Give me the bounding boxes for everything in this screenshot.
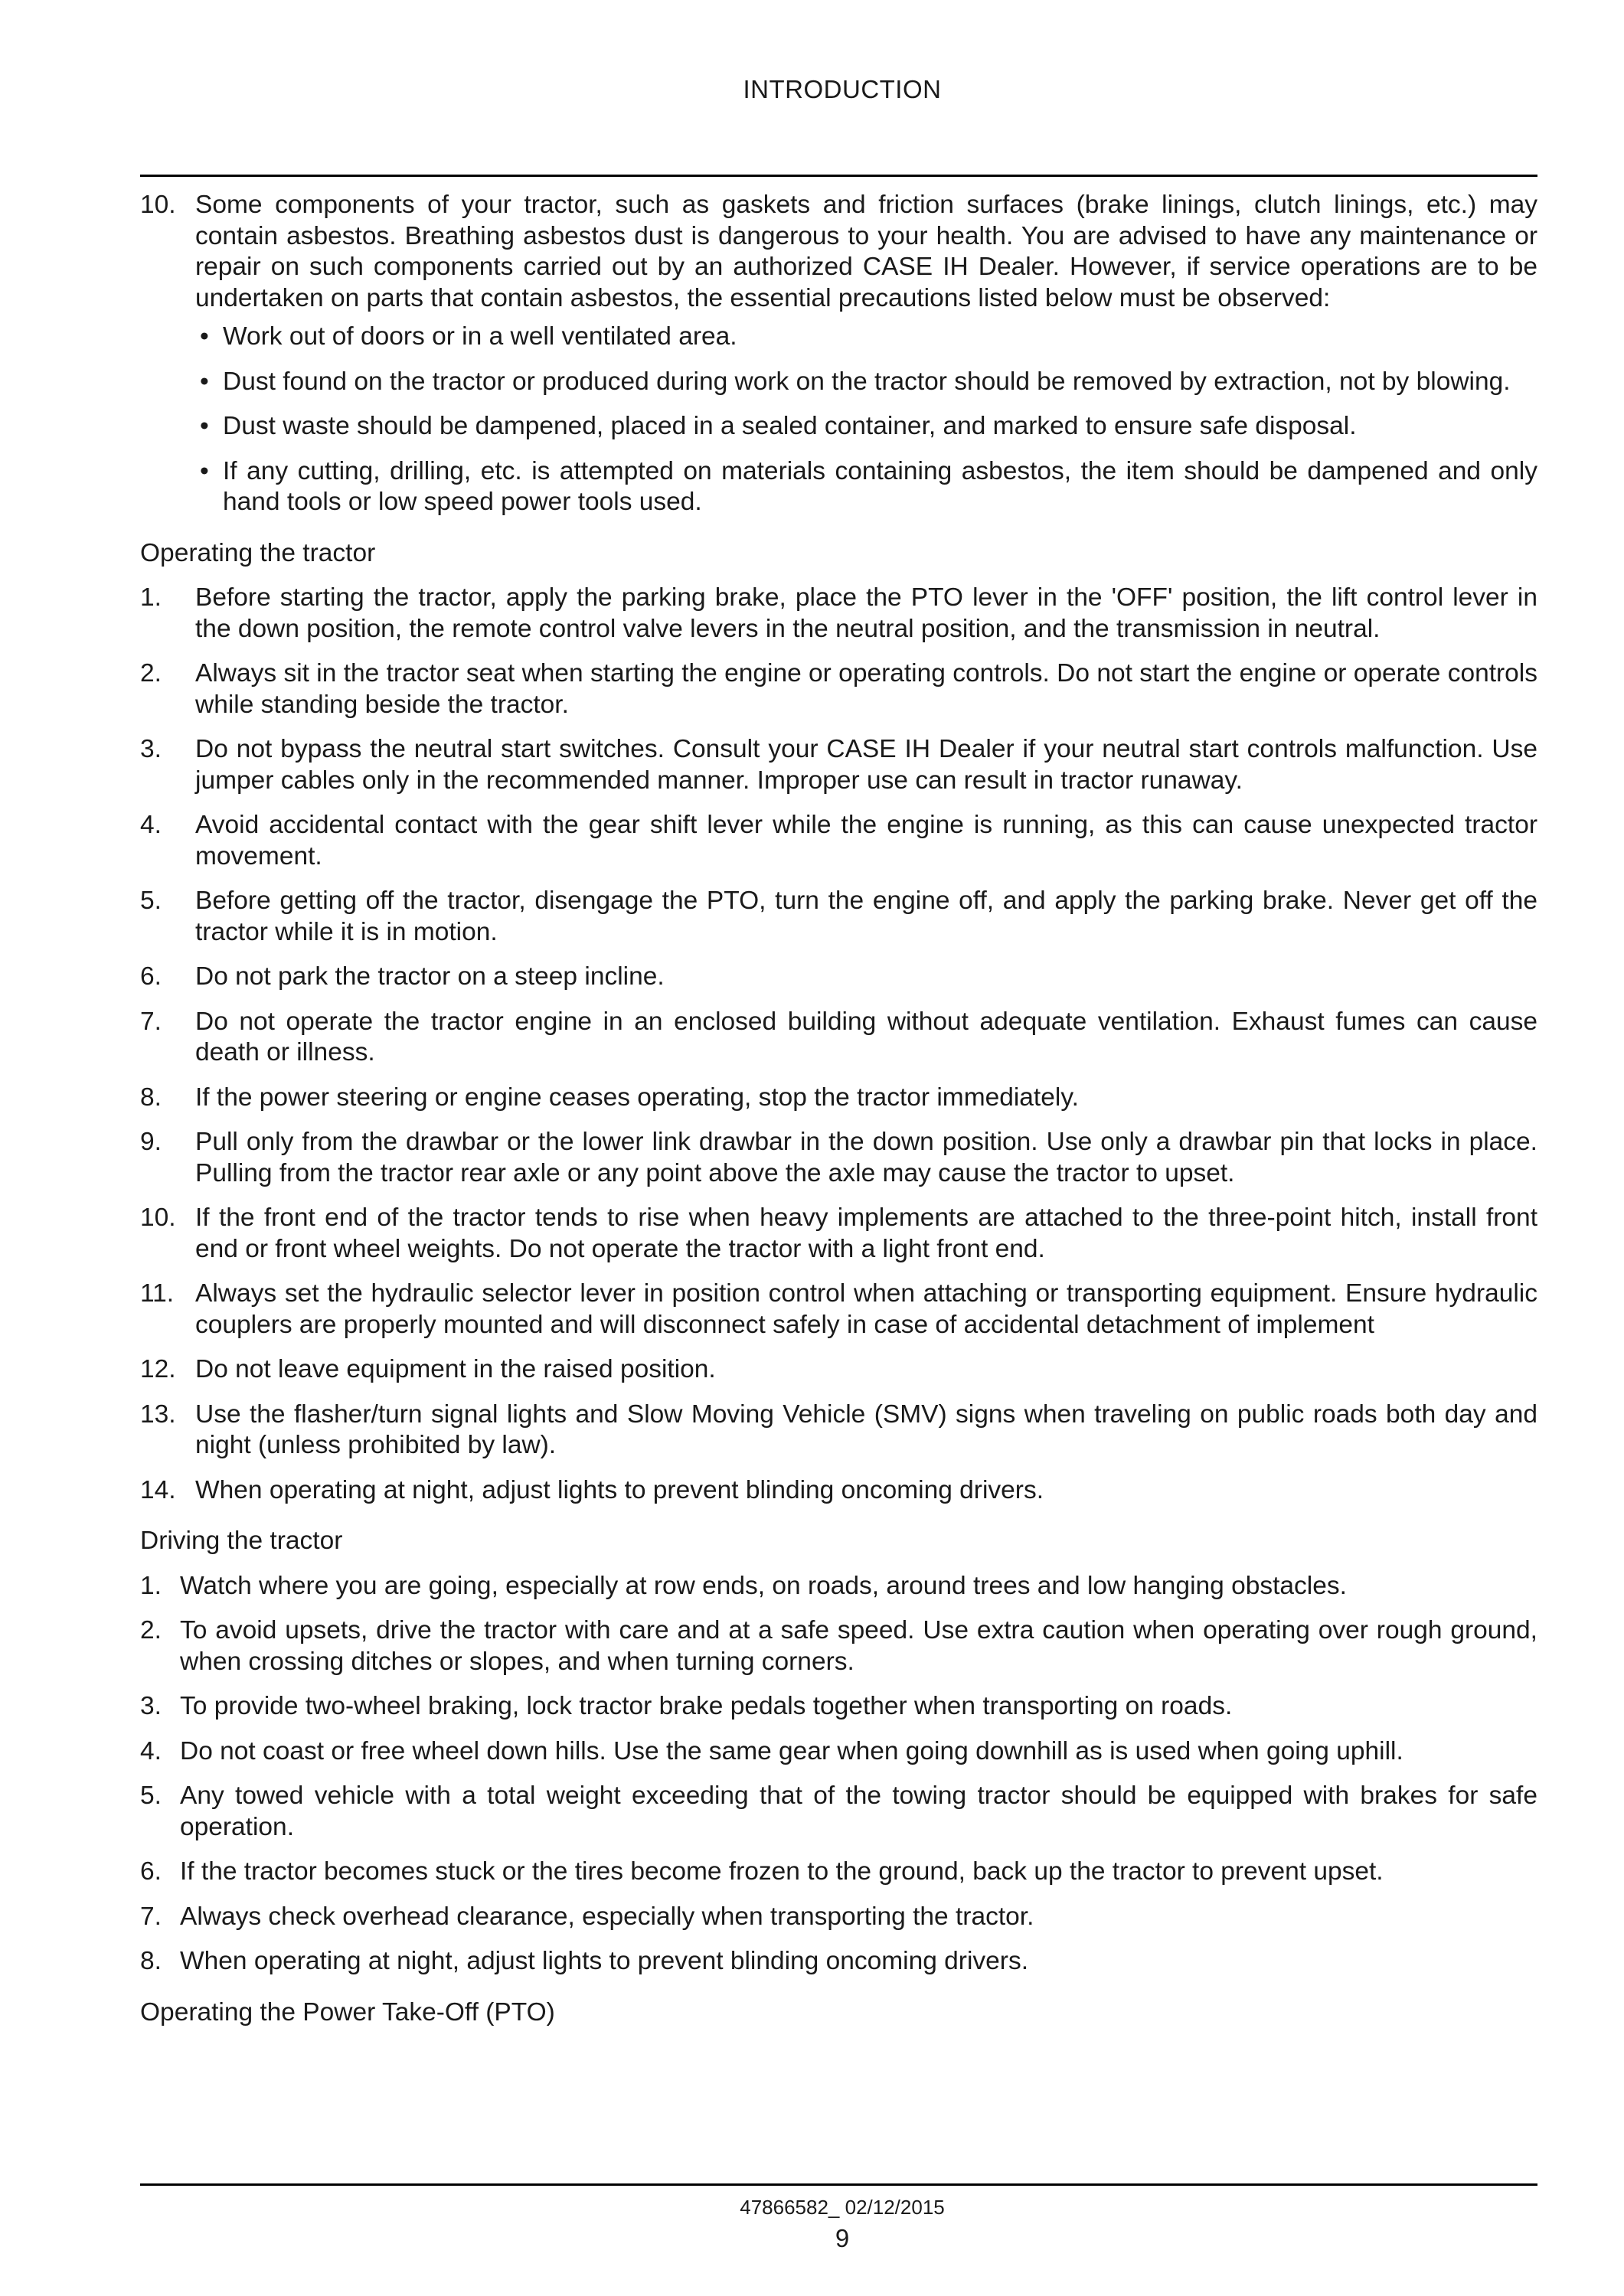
item-number: 2. — [140, 1616, 162, 1644]
list-item — [140, 658, 1537, 720]
list-item — [140, 583, 1537, 645]
item-text: To provide two-wheel braking, lock tractor brake pedals together when transporting on roads. — [180, 1692, 1233, 1720]
item-text: Some components of your tractor, such as gaskets and friction surfaces (brake linings, clutch linings, etc.) may contain asbestos. Breathing asbestos dust is dangerous to your health. You are advised to have any maintenance or repair on such components carried out by an authorized CASE IH Dealer. However, if service operations are to be undertaken on parts that contain asbestos, the essential precautions listed below must be observed: — [195, 191, 1537, 312]
item-text: Avoid accidental contact with the gear shift lever while the engine is running, as this can cause unexpected tractor movement. — [195, 811, 1537, 870]
list-item — [140, 1571, 1537, 1602]
item-number: 4. — [140, 1736, 162, 1765]
bullet-text: If any cutting, drilling, etc. is attempted on materials containing asbestos, the item should be dampened and only hand tools or low speed power tools used. — [223, 456, 1537, 516]
item-text: Do not leave equipment in the raised position. — [195, 1355, 716, 1383]
list-item — [140, 1857, 1537, 1888]
item-number: 5. — [140, 887, 162, 915]
item-text: To avoid upsets, drive the tractor with care and at a safe speed. Use extra caution when operating over rough ground, when crossing ditches or slopes, and when turning corners. — [180, 1616, 1537, 1676]
page-number: 9 — [835, 2224, 850, 2252]
item-number: 2. — [140, 659, 162, 687]
item-number: 1. — [140, 583, 162, 612]
list-item — [140, 1946, 1537, 1978]
bullet-text: Dust found on the tractor or produced during work on the tractor should be removed by extraction, not by blowing. — [223, 367, 1511, 396]
page-content — [140, 190, 1537, 2042]
section-heading-pto: Operating the Power Take-Off (PTO) — [140, 1997, 555, 2027]
bullet-item — [195, 456, 1537, 518]
item-text: Any towed vehicle with a total weight exceeding that of the towing tractor should be equipped with brakes for safe operation. — [180, 1782, 1537, 1841]
item-number: 6. — [140, 962, 162, 991]
item-text: Watch where you are going, especially at row ends, on roads, around trees and low hanging obstacles. — [180, 1571, 1347, 1600]
list-item — [140, 1127, 1537, 1189]
item-text: When operating at night, adjust lights to prevent blinding oncoming drivers. — [195, 1475, 1044, 1504]
page-header-title: INTRODUCTION — [743, 75, 942, 103]
item-number: 5. — [140, 1782, 162, 1810]
item-text: Always sit in the tractor seat when starting the engine or operating controls. Do not start the engine or operate controls while standing beside the tractor. — [195, 659, 1537, 719]
list-item — [140, 1736, 1537, 1768]
item-number: 1. — [140, 1571, 162, 1600]
item-text: Before getting off the tractor, disengage the PTO, turn the engine off, and apply the parking brake. Never get off the tractor while it is in motion. — [195, 887, 1537, 946]
list-item — [140, 190, 1537, 314]
bullet-item — [195, 367, 1537, 398]
bullet-item — [195, 322, 1537, 353]
item-text: Use the flasher/turn signal lights and Slow Moving Vehicle (SMV) signs when traveling on public roads both day and night (unless prohibited by law). — [195, 1399, 1537, 1459]
item-text: Before starting the tractor, apply the parking brake, place the PTO lever in the 'OFF' position, the lift control lever in the down position, the remote control valve levers in the neutral position, and the transmission in neutral. — [195, 583, 1537, 643]
item-number: 11. — [140, 1279, 175, 1308]
item-text: When operating at night, adjust lights to prevent blinding oncoming drivers. — [180, 1947, 1029, 1975]
list-item — [140, 1615, 1537, 1677]
item-number: 8. — [140, 1947, 162, 1975]
bullet-icon: • — [200, 456, 209, 485]
operating-list — [140, 583, 1537, 1506]
item-number: 10. — [140, 191, 176, 219]
bullet-icon: • — [200, 412, 209, 440]
item-number: 13. — [140, 1399, 176, 1429]
list-item — [140, 1083, 1537, 1114]
bullet-icon: • — [200, 322, 209, 351]
header-divider — [140, 175, 1537, 177]
item-number: 3. — [140, 1692, 162, 1720]
item-number: 12. — [140, 1355, 176, 1383]
item-number: 14. — [140, 1475, 176, 1504]
item-number: 7. — [140, 1902, 162, 1931]
list-item — [140, 1902, 1537, 1933]
item-number: 9. — [140, 1128, 162, 1156]
list-item — [140, 1691, 1537, 1723]
bullet-text: Work out of doors or in a well ventilated area. — [223, 322, 737, 351]
list-item — [140, 1354, 1537, 1386]
item-text: If the power steering or engine ceases operating, stop the tractor immediately. — [195, 1083, 1079, 1112]
item-number: 7. — [140, 1007, 162, 1036]
item-text: If the tractor becomes stuck or the tires become frozen to the ground, back up the tractor to prevent upset. — [180, 1857, 1384, 1886]
list-item — [140, 1781, 1537, 1843]
section-heading-operating: Operating the tractor — [140, 538, 376, 567]
item-number: 8. — [140, 1083, 162, 1112]
list-item — [140, 734, 1537, 796]
item-number: 10. — [140, 1204, 176, 1232]
item-text: If the front end of the tractor tends to rise when heavy implements are attached to the three-point hitch, install front end or front wheel weights. Do not operate the tractor with a light front end. — [195, 1204, 1537, 1263]
item-number: 4. — [140, 811, 162, 839]
section-heading-driving: Driving the tractor — [140, 1527, 343, 1555]
item-number: 3. — [140, 735, 162, 763]
asbestos-section — [140, 190, 1537, 314]
list-item — [140, 1007, 1537, 1069]
footer-divider — [140, 2183, 1537, 2186]
list-item — [140, 1475, 1537, 1507]
item-text: Pull only from the drawbar or the lower link drawbar in the down position. Use only a drawbar pin that locks in place. Pulling from the tractor rear axle or any point above the axle may cause the tractor to upset. — [195, 1128, 1537, 1187]
asbestos-precautions — [195, 322, 1537, 518]
list-item — [140, 810, 1537, 872]
item-text: Do not operate the tractor engine in an enclosed building without adequate ventilation. Exhaust fumes can cause death or illness. — [195, 1007, 1537, 1066]
item-number: 6. — [140, 1857, 162, 1886]
list-item — [140, 886, 1537, 948]
item-text: Do not park the tractor on a steep incline. — [195, 962, 665, 991]
bullet-text: Dust waste should be dampened, placed in a sealed container, and marked to ensure safe disposal. — [223, 412, 1357, 440]
list-item — [140, 1203, 1537, 1265]
list-item — [140, 962, 1537, 993]
item-text: Do not bypass the neutral start switches. Consult your CASE IH Dealer if your neutral start controls malfunction. Use jumper cables only in the recommended manner. Improper use can result in tractor runaway. — [195, 735, 1537, 795]
item-text: Do not coast or free wheel down hills. Use the same gear when going downhill as is used when going uphill. — [180, 1736, 1403, 1765]
bullet-icon: • — [200, 367, 209, 396]
item-text: Always set the hydraulic selector lever in position control when attaching or transporting equipment. Ensure hydraulic couplers are properly mounted and will disconnect safely in case of accidental detachment of implement — [195, 1279, 1537, 1339]
list-item — [140, 1399, 1537, 1462]
footer-document-id: 47866582_ 02/12/2015 — [740, 2196, 945, 2219]
driving-list — [140, 1571, 1537, 1978]
bullet-item — [195, 411, 1537, 443]
list-item — [140, 1279, 1537, 1341]
item-text: Always check overhead clearance, especially when transporting the tractor. — [180, 1902, 1034, 1931]
